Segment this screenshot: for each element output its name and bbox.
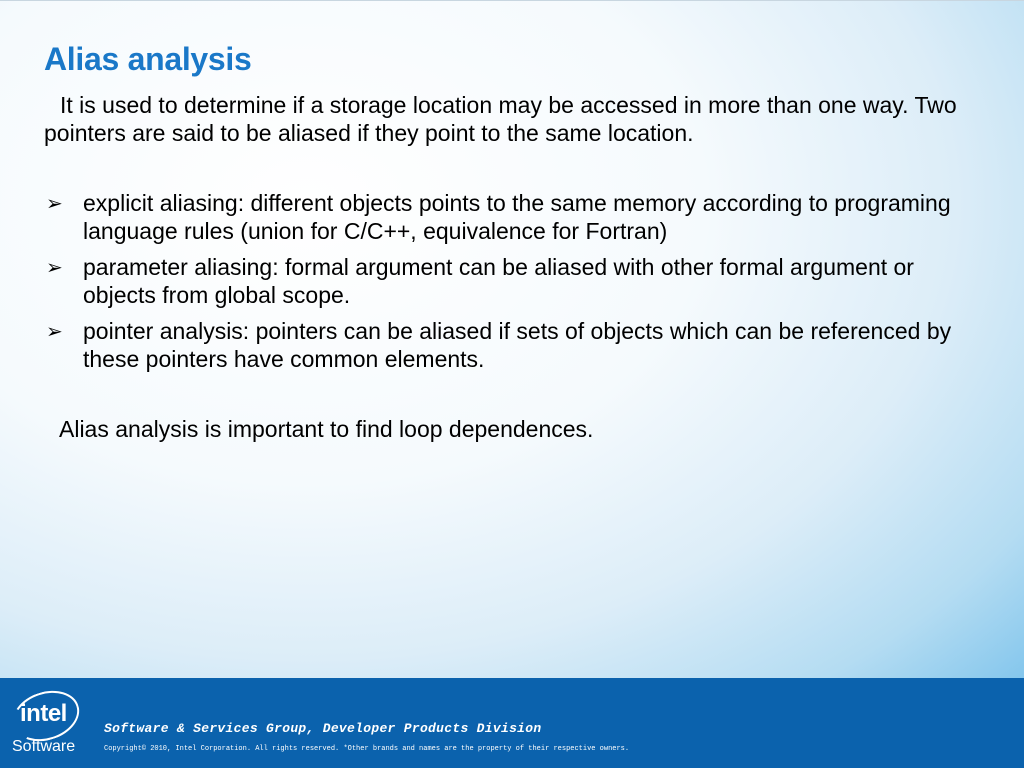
bullet-text: parameter aliasing: formal argument can be aliased with other formal argument or objects from global scope.: [83, 254, 914, 308]
intel-software-logo: [10, 692, 82, 762]
logo-software-text: Software: [12, 738, 76, 755]
footer-division-text: Software & Services Group, Developer Products Division: [104, 721, 542, 736]
bullet-text: explicit aliasing: different objects points to the same memory according to programing language rules (union for C/C++, equivalence for Fortran): [83, 190, 951, 244]
bullet-item-pointer-analysis: [44, 317, 984, 373]
intro-paragraph: It is used to determine if a storage location may be accessed in more than one way. Two pointers are said to be aliased if they point to the same location.: [44, 92, 957, 146]
arrow-bullet-icon: ➢: [46, 191, 63, 215]
arrow-bullet-icon: ➢: [46, 255, 63, 279]
arrow-bullet-icon: ➢: [46, 319, 63, 343]
bullet-list: [44, 189, 984, 381]
bullet-item-explicit-aliasing: [44, 189, 984, 245]
bullet-item-parameter-aliasing: [44, 253, 984, 309]
conclusion-text: Alias analysis is important to find loop dependences.: [59, 416, 594, 442]
logo-intel-text: intel: [20, 700, 67, 727]
bullet-text: pointer analysis: pointers can be aliased if sets of objects which can be referenced by these pointers have common elements.: [83, 318, 952, 372]
slide-title: Alias analysis: [44, 41, 252, 77]
footer-copyright-text: Copyright© 2010, Intel Corporation. All rights reserved. *Other brands and names are the property of their respective owners.: [104, 745, 630, 753]
footer-bar: [0, 678, 1024, 768]
